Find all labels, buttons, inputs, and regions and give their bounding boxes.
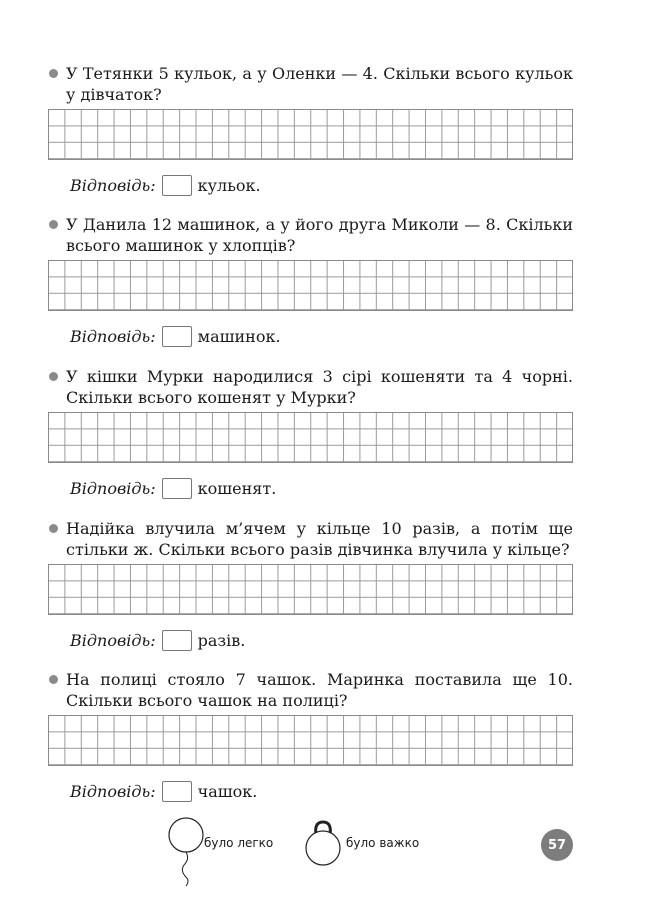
balloon-icon[interactable]: [168, 815, 208, 887]
task-5: [48, 669, 573, 801]
answer-unit: кошенят.: [197, 478, 277, 498]
answer-label: Відповідь:: [70, 478, 156, 498]
question-text: У Тетянки 5 кульок, а у Оленки — 4. Скільки всього кульок у дівчаток?: [66, 64, 573, 104]
answer-row: [70, 780, 257, 802]
task-1: [48, 63, 573, 195]
answer-label: Відповідь:: [70, 630, 156, 650]
task-4: [48, 518, 573, 650]
answer-unit: разів.: [197, 630, 246, 650]
question-text: У кішки Мурки народилися 3 сірі кошеняти та 4 чорні. Скільки всього кошенят у Мурки?: [66, 367, 573, 407]
task-question: [48, 518, 573, 560]
task-question: [48, 669, 573, 711]
page-number: 57: [541, 829, 573, 861]
bullet-icon: [49, 372, 58, 381]
legend-easy-label: було легко: [204, 836, 274, 850]
legend-hard-label: було важко: [346, 836, 420, 850]
answer-row: [70, 629, 245, 651]
answer-row: [70, 174, 261, 196]
question-text: Надійка влучила м’ячем у кільце 10 разів, а потім ще стільки ж. Скільки всього разів дівчинка влучила у кільце?: [66, 519, 573, 559]
answer-box[interactable]: [162, 630, 192, 651]
answer-row: [70, 325, 281, 347]
task-question: [48, 214, 573, 256]
answer-grid[interactable]: [48, 109, 573, 160]
answer-box[interactable]: [162, 175, 192, 196]
answer-label: Відповідь:: [70, 326, 156, 346]
bullet-icon: [49, 524, 58, 533]
question-text: У Данила 12 машинок, а у його друга Миколи — 8. Скільки всього машинок у хлопців?: [66, 215, 573, 255]
answer-label: Відповідь:: [70, 781, 156, 801]
bullet-icon: [49, 69, 58, 78]
answer-box[interactable]: [162, 781, 192, 802]
task-question: [48, 366, 573, 408]
kettlebell-icon[interactable]: [302, 818, 346, 868]
question-text: На полиці стояло 7 чашок. Маринка поставила ще 10. Скільки всього чашок на полиці?: [66, 670, 573, 710]
answer-grid[interactable]: [48, 564, 573, 615]
answer-box[interactable]: [162, 326, 192, 347]
task-question: [48, 63, 573, 105]
answer-grid[interactable]: [48, 412, 573, 463]
task-2: [48, 214, 573, 346]
answer-label: Відповідь:: [70, 175, 156, 195]
task-3: [48, 366, 573, 498]
answer-unit: машинок.: [197, 326, 281, 346]
answer-box[interactable]: [162, 478, 192, 499]
answer-row: [70, 477, 276, 499]
bullet-icon: [49, 220, 58, 229]
answer-unit: кульок.: [197, 175, 261, 195]
bullet-icon: [49, 675, 58, 684]
answer-grid[interactable]: [48, 260, 573, 311]
answer-grid[interactable]: [48, 715, 573, 766]
answer-unit: чашок.: [197, 781, 258, 801]
